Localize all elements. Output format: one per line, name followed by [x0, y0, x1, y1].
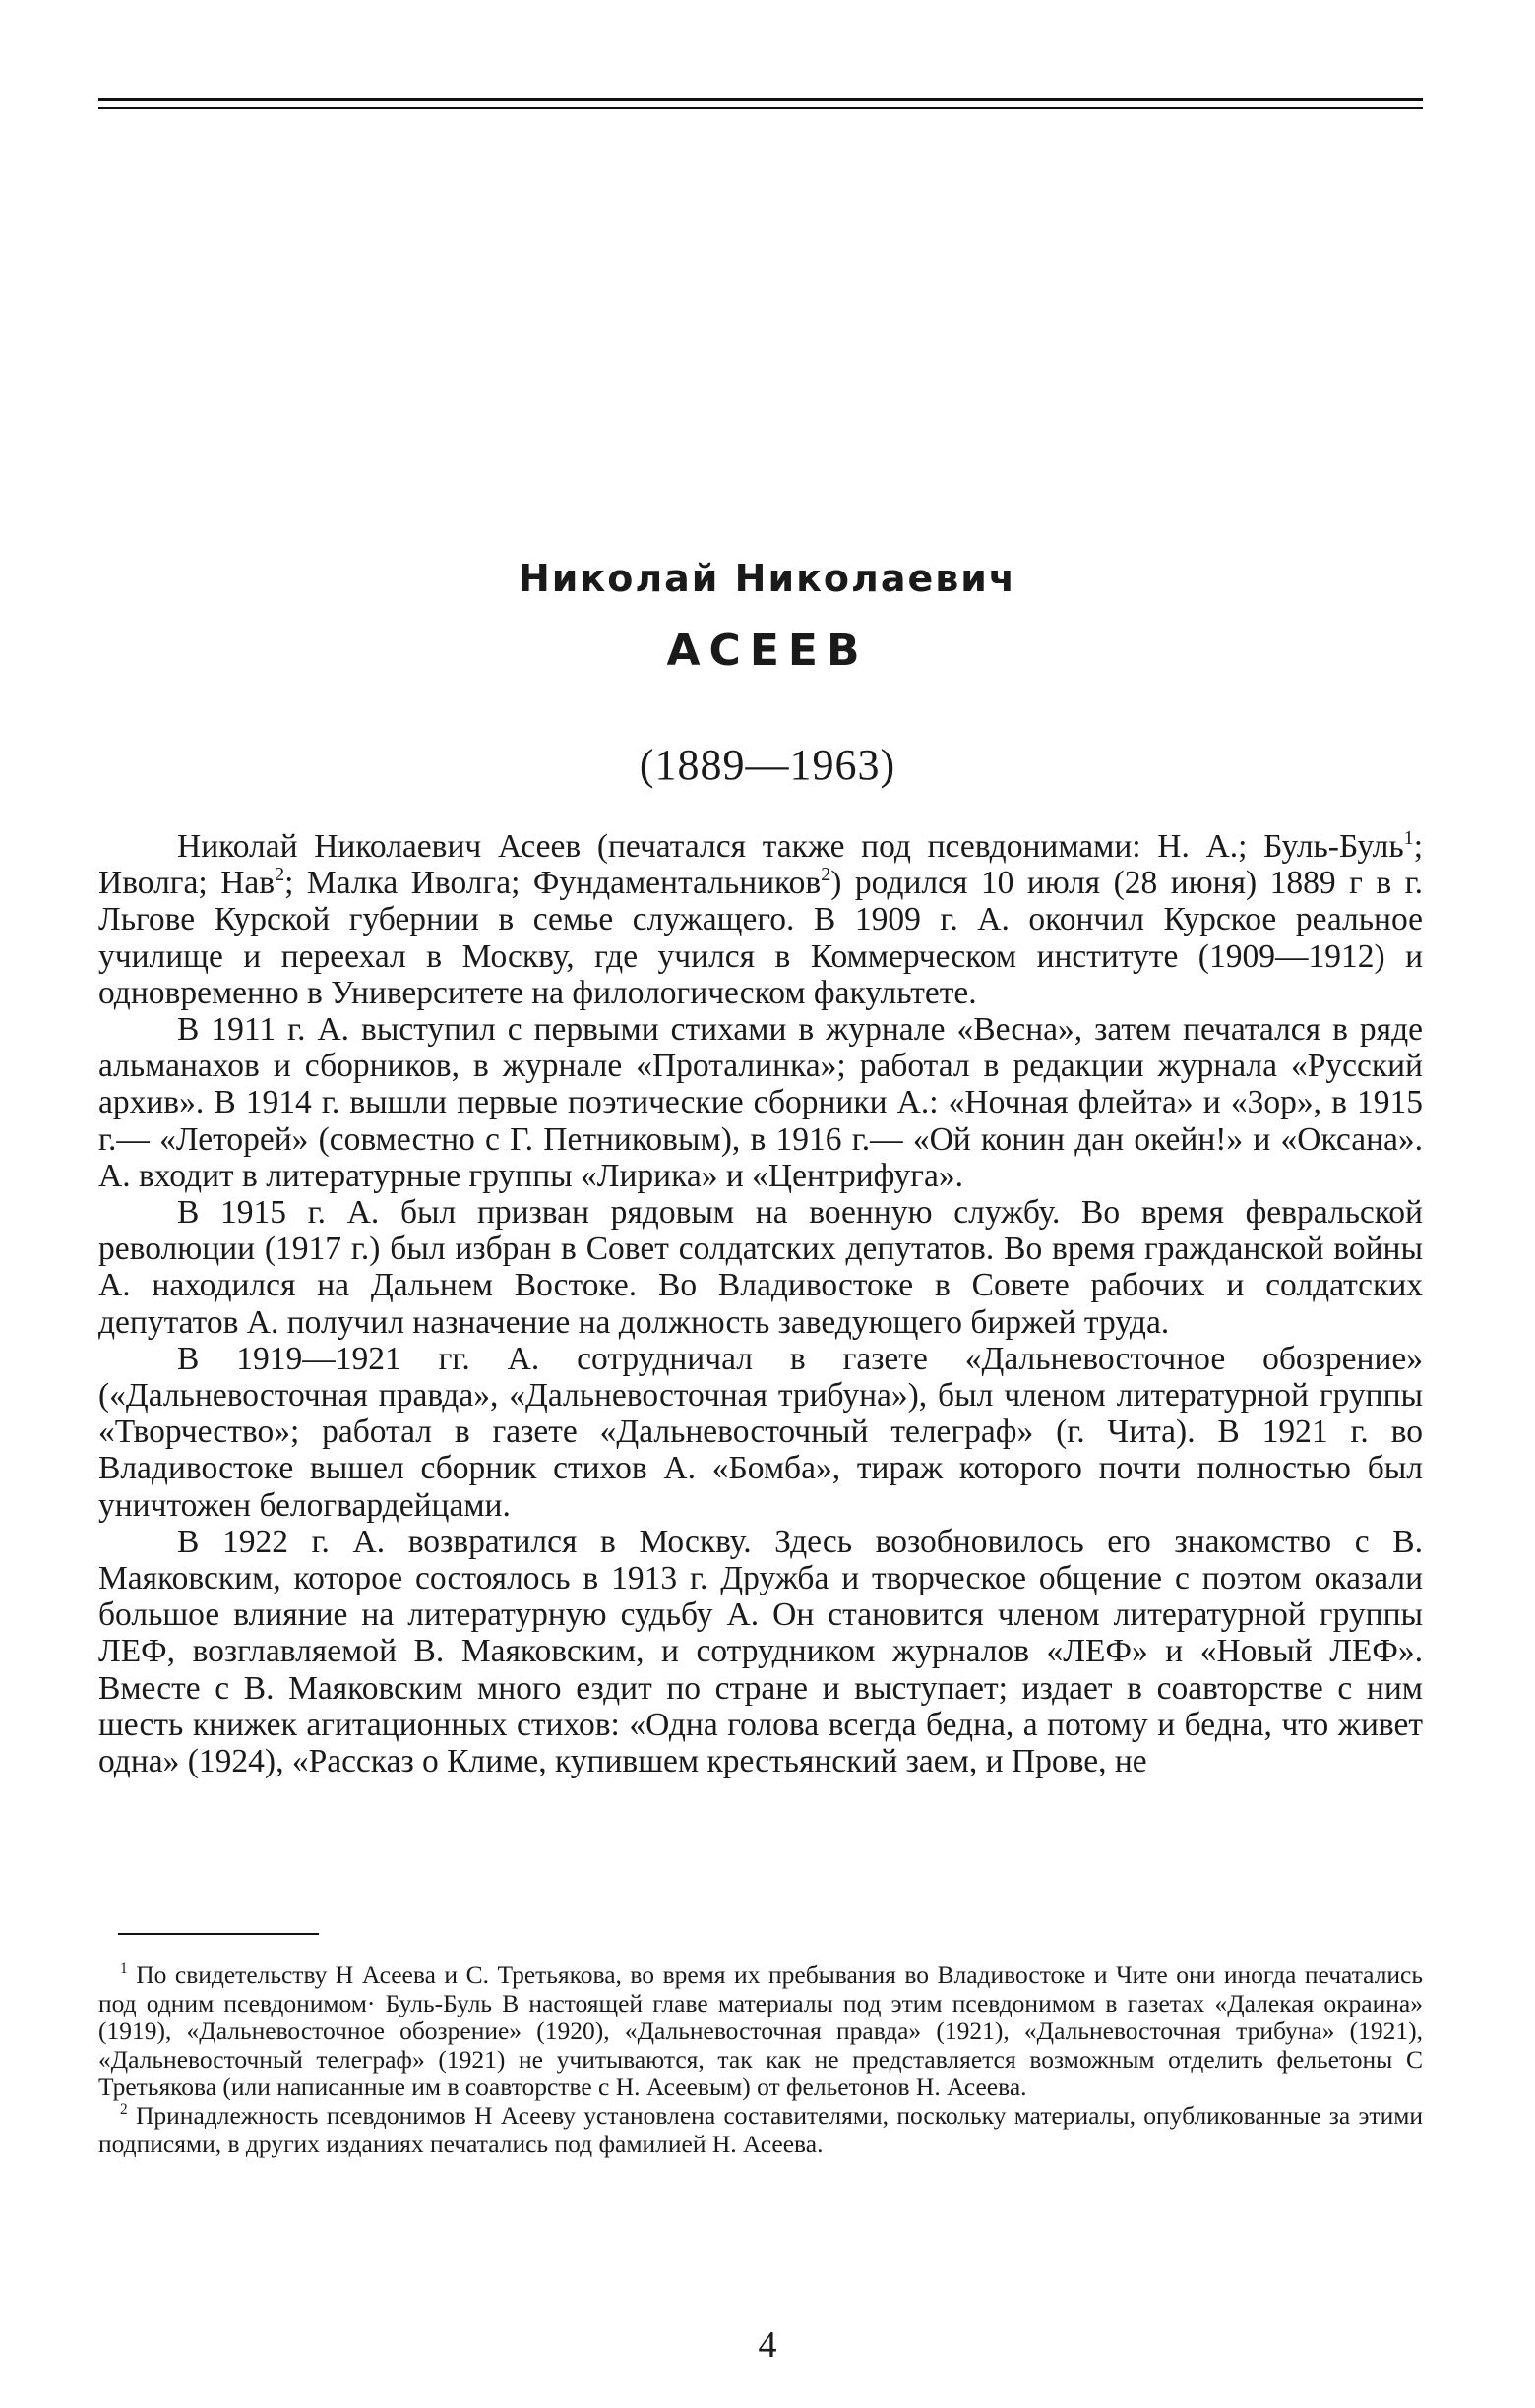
paragraph-4: В 1919—1921 гг. А. сотрудничал в газете «Дальневосточное обозрение» («Дальневосточная правда», «Дальневосточная трибуна»), был членом литературной группы «Творчество»; работал в газете «Дальневосточный телеграф» (г. Чита). В 1921 г. во Владивостоке вышел сборник стихов А. «Бомба», тираж которого почти полностью был уничтожен белогвардейцами.	[98, 1340, 1423, 1524]
footnote-2	[98, 2102, 1423, 2158]
paragraph-5: В 1922 г. А. возвратился в Москву. Здесь возобновилось его знакомство с В. Маяковским, которое состоялось в 1913 г. Дружба и творческое общение с поэтом оказали большое влияние на литературную судьбу А. Он становится членом литературной группы ЛЕФ, возглавляемой В. Маяковским, и сотрудником журналов «ЛЕФ» и «Новый ЛЕФ». Вместе с В. Маяковским много ездит по стране и выступает; издает в соавторстве с ним шесть книжек агитационных стихов: «Одна голова всегда бедна, а потому и бедна, что живет одна» (1924), «Рассказ о Климе, купившем крестьянский заем, и Прове, не	[98, 1523, 1423, 1780]
biography-text	[98, 828, 1423, 1779]
footnote-1-text: По свидетельству Н Асеева и С. Третьякова, во время их пребывания во Владивостоке и Чите они иногда печатались под одним псевдонимом· Буль-Буль В настоящей главе материалы под этим псевдонимом в газетах «Далекая окраина» (1919), «Дальневосточное обозрение» (1920), «Дальневосточная правда» (1921), «Дальневосточная трибуна» (1921), «Дальневосточный телеграф» (1921) не учитываются, так как не представляется возможным отделить фельетоны С Третьякова (или написанные им в соавторстве с Н. Асеевым) от фельетонов Н. Асеева.	[98, 1960, 1424, 2102]
top-rule-thin	[98, 107, 1423, 109]
p1-part-b: ; Иволга; Нав	[98, 828, 1423, 902]
footnote-ref-1: 1	[1403, 826, 1414, 849]
footnote-ref-2b: 2	[821, 864, 831, 886]
footnote-2-mark: 2	[120, 2101, 128, 2119]
footnote-2-text: Принадлежность псевдонимов Н Асееву установлена составителями, поскольку материалы, опубликованные за этими подписями, в других изданиях печатались под фамилией Н. Асеева.	[98, 2100, 1423, 2158]
p1-part-c: ; Малка Иволга; Фундаментальников	[284, 865, 822, 902]
paragraph-2: В 1911 г. А. выступил с первыми стихами в журнале «Весна», затем печатался в ряде альманахов и сборников, в журнале «Проталинка»; работал в редакции журнала «Русский архив». В 1914 г. вышли первые поэтические сборники А.: «Ночная флейта» и «Зор», в 1915 г.— «Леторей» (совместно с Г. Петниковым), в 1916 г.— «Ой конин дан окейн!» и «Оксана». А. входит в литературные группы «Лирика» и «Центрифуга».	[98, 1011, 1423, 1194]
paragraph-1	[98, 828, 1423, 1011]
footnotes	[98, 1961, 1423, 2158]
top-rule-thick	[98, 98, 1423, 101]
author-life-years: (1889—1963)	[639, 741, 896, 789]
p1-part-a: Николай Николаевич Асеев (печатался также под псевдонимами: Н. А.; Буль-Буль	[177, 828, 1404, 865]
page-number: 4	[758, 2324, 777, 2366]
footnote-separator	[118, 1933, 319, 1935]
footnote-1	[98, 1961, 1423, 2102]
paragraph-3: В 1915 г. А. был призван рядовым на военную службу. Во время февральской революции (1917 г.) был избран в Совет солдатских депутатов. Во время гражданской войны А. находился на Дальнем Востоке. Во Владивостоке в Совете рабочих и солдатских депутатов А. получил назначение на должность заведующего биржей труда.	[98, 1194, 1423, 1341]
author-first-names: Николай Николаевич	[519, 557, 1016, 600]
footnote-1-mark: 1	[120, 1960, 128, 1978]
footnote-ref-2: 2	[275, 864, 285, 886]
author-surname: АСЕЕВ	[666, 626, 869, 676]
p1-part-d: ) родился 10 июля (28 июня) 1889 г в г. Льгове Курской губернии в семье служащего. В 1909 г. А. окончил Курское реальное училище и переехал в Москву, где учился в Коммерческом институте (1909—1912) и одновременно в Университете на филологическом факультете.	[98, 865, 1423, 1011]
